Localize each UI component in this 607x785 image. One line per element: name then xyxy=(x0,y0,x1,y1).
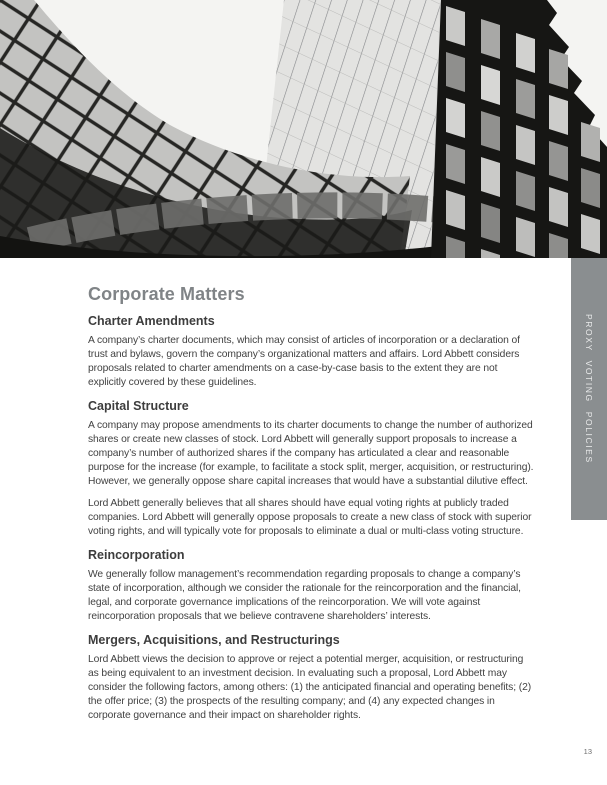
section-paragraph: A company may propose amendments to its charter documents to change the number of authorized shares or create new classes of stock. Lord Abbett will generally support proposals to increase a company’s number of authorized shares if the company has articulated a clear and reasonable purpose for the increase (for example, to facilitate a stock split, merger, acquisition, or restructuring). However, we generally oppose share capital increases that would have a substantial dilutive effect. xyxy=(88,420,534,487)
section-paragraph: A company’s charter documents, which may consist of articles of incorporation or a declaration of trust and bylaws, govern the company’s organizational matters and affairs. Lord Abbett considers proposals related to charter amendments on a case-by-case basis to the extent they are not explicitly covered by these guidelines. xyxy=(88,335,520,388)
section-paragraph: Lord Abbett generally believes that all shares should have equal voting rights at publicly traded companies. Lord Abbett will generally oppose proposals to create a new class of stock with superior voting rights, and will typically vote for proposals to eliminate a dual or multi-class voting structure. xyxy=(88,498,532,537)
section-heading-mergers: Mergers, Acquisitions, and Restructurings xyxy=(88,633,340,647)
sidebar-tab-proxy-voting-policies xyxy=(571,258,607,520)
page-content xyxy=(88,284,536,731)
page-number: 13 xyxy=(583,747,592,756)
section-heading-charter-amendments: Charter Amendments xyxy=(88,314,215,328)
page-title: Corporate Matters xyxy=(88,284,245,304)
section-paragraph: Lord Abbett views the decision to approve or reject a potential merger, acquisition, or restructuring as being equivalent to an investment decision. In evaluating such a proposal, Lord Abbett may consider the following factors, among others: (1) the anticipated financial and operating benefits; (2) the offer price; (3) the prospects of the resulting company; and (4) any expected changes in corporate governance and their impact on shareholder rights. xyxy=(88,654,532,721)
section-heading-capital-structure: Capital Structure xyxy=(88,399,189,413)
section-capital-structure xyxy=(88,399,536,539)
section-charter-amendments xyxy=(88,314,536,390)
section-reincorporation xyxy=(88,548,536,624)
hero-photo xyxy=(0,0,607,258)
section-heading-reincorporation: Reincorporation xyxy=(88,548,185,562)
section-paragraph: We generally follow management’s recommendation regarding proposals to change a company’s state of incorporation, although we consider the rationale for the reincorporation and the financial, legal, and corporate governance implications of the reincorporation. We will vote against reincorporation proposals that we believe contravene shareholders’ interests. xyxy=(88,569,521,622)
sidebar-tab-label: PROXY VOTING POLICIES xyxy=(584,314,594,464)
section-mergers-acquisitions-restructurings xyxy=(88,633,536,723)
